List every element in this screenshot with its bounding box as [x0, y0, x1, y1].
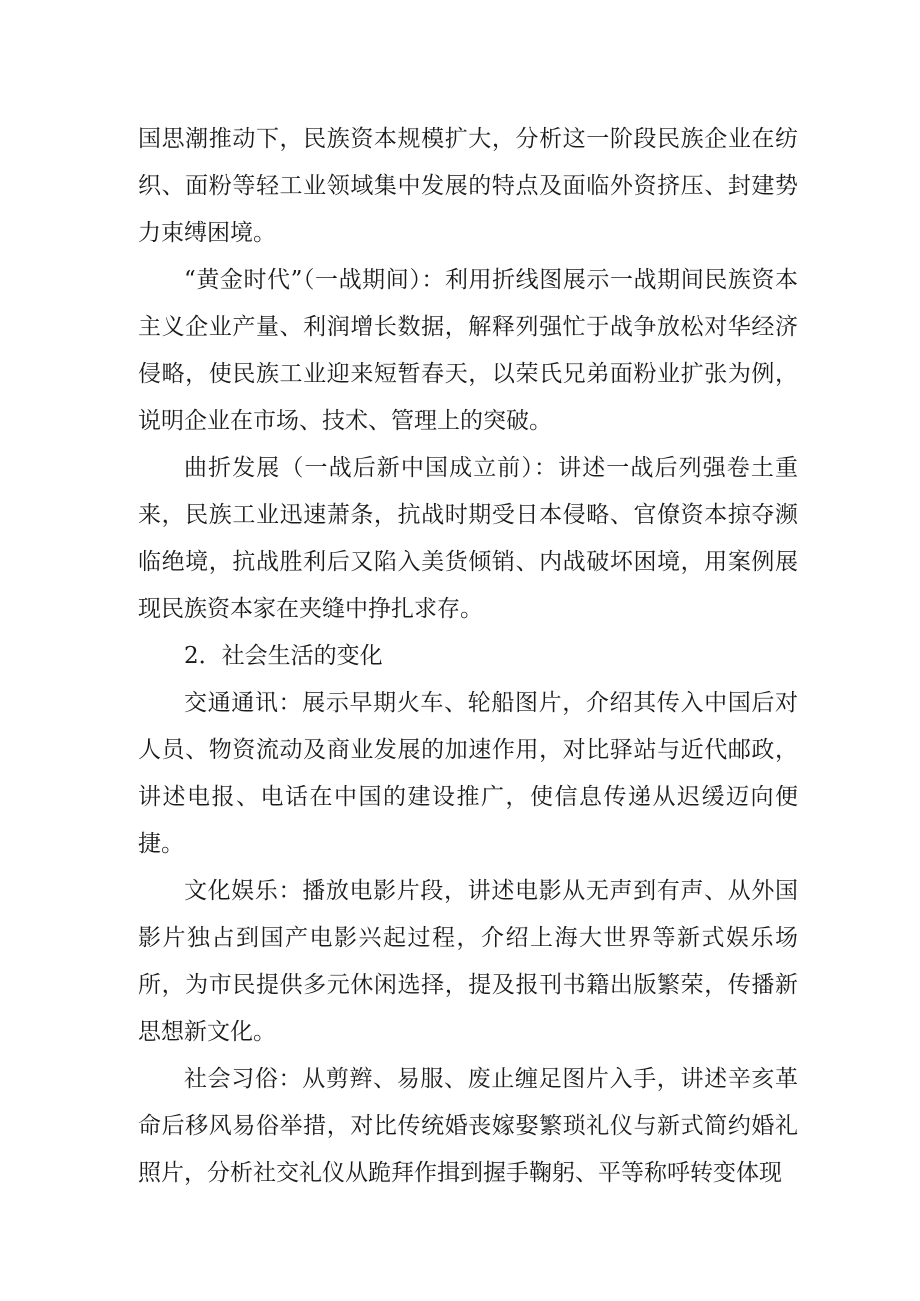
- paragraph-twisted-development: 曲折发展（一战后新中国成立前）：讲述一战后列强卷土重来，民族工业迅速萧条，抗战时期受日本侵略、官僚资本掠夺濒临绝境，抗战胜利后又陷入美货倾销、内战破坏困境，用案例展现民族资本家在夹缝中挣扎求存。: [138, 455, 798, 622]
- paragraph-continuation: 国思潮推动下，民族资本规模扩大，分析这一阶段民族企业在纺织、面粉等轻工业领域集中发展的特点及面临外资挤压、封建势力束缚困境。: [138, 126, 798, 246]
- section-heading-social-life: 2．社会生活的变化: [184, 643, 383, 669]
- document-body: [138, 116, 798, 1197]
- paragraph-transport-communication: 交通通讯：展示早期火车、轮船图片，介绍其传入中国后对人员、物资流动及商业发展的加速作用，对比驿站与近代邮政，讲述电报、电话在中国的建设推广，使信息传递从迟缓迈向便捷。: [138, 690, 798, 857]
- paragraph-social-customs: 社会习俗：从剪辫、易服、废止缠足图片入手，讲述辛亥革命后移风易俗举措，对比传统婚丧嫁娶繁琐礼仪与新式简约婚礼照片，分析社交礼仪从跪拜作揖到握手鞠躬、平等称呼转变体现: [138, 1066, 798, 1186]
- paragraph-culture-entertainment: 文化娱乐：播放电影片段，讲述电影从无声到有声、从外国影片独占到国产电影兴起过程，介绍上海大世界等新式娱乐场所，为市民提供多元休闲选择，提及报刊书籍出版繁荣，传播新思想新文化。: [138, 878, 798, 1045]
- paragraph-golden-age: “黄金时代”（一战期间）：利用折线图展示一战期间民族资本主义企业产量、利润增长数据，解释列强忙于战争放松对华经济侵略，使民族工业迎来短暂春天，以荣氏兄弟面粉业扩张为例，说明企业在市场、技术、管理上的突破。: [138, 267, 798, 434]
